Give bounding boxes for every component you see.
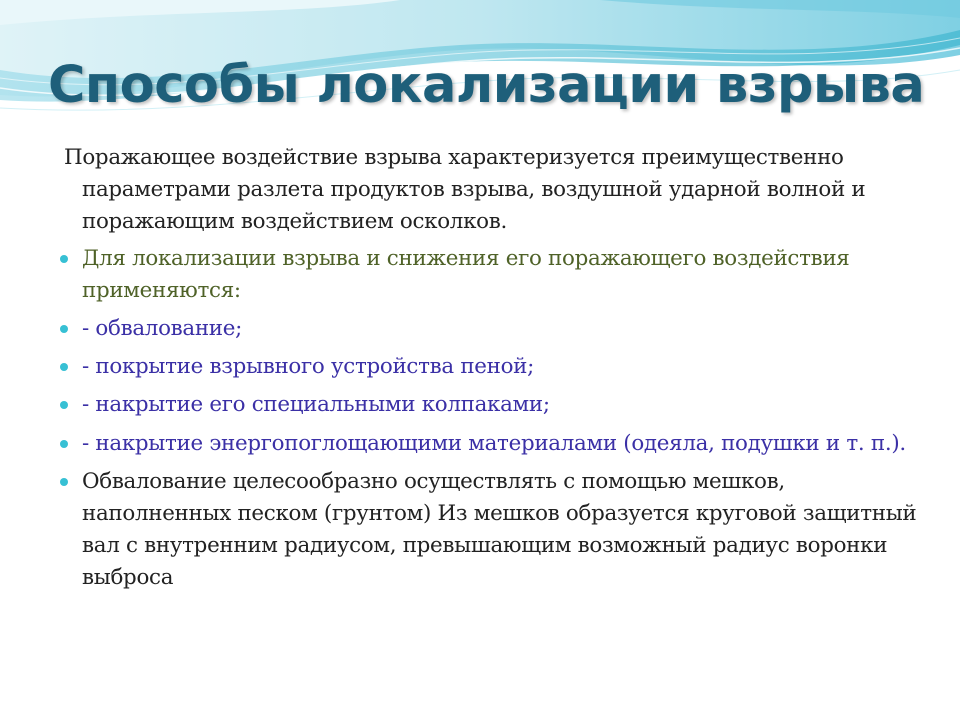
bullet-text: - накрытие энергопоглощающими материалами (одеяла, подушки и т. п.). <box>82 430 906 456</box>
bullet-text: Для локализации взрыва и снижения его поражающего воздействия применяются: <box>82 245 850 303</box>
bullet-dot-icon <box>60 440 68 448</box>
bullet-item <box>56 389 928 421</box>
bullet-item <box>56 351 928 383</box>
bullet-dot-icon <box>60 255 68 263</box>
bullet-dot-icon <box>60 478 68 486</box>
bullet-text: - обвалование; <box>82 316 243 342</box>
bullet-dot-icon <box>60 401 68 409</box>
slide-title: Способы локализации взрыва <box>48 56 925 115</box>
bullet-text: Обвалование целесообразно осуществлять с помощью мешков, наполненных песком (грунтом) Из мешков образуется круговой защитный вал с внутренним радиусом, превышающим возможный радиус воронки выброса <box>82 468 917 591</box>
intro-paragraph: Поражающее воздействие взрыва характеризуется преимущественно параметрами разлета продуктов взрыва, воздушной ударной волной и поражающим воздействием осколков. <box>64 145 866 235</box>
bullet-text: - накрытие его специальными колпаками; <box>82 392 550 418</box>
bullet-item <box>56 313 928 345</box>
bullet-item <box>56 428 928 460</box>
bullet-dot-icon <box>60 363 68 371</box>
bullet-item <box>56 243 928 307</box>
bullet-item <box>56 466 928 595</box>
bullet-text: - покрытие взрывного устройства пеной; <box>82 354 535 380</box>
slide-body <box>56 142 928 601</box>
bullet-dot-icon <box>60 325 68 333</box>
